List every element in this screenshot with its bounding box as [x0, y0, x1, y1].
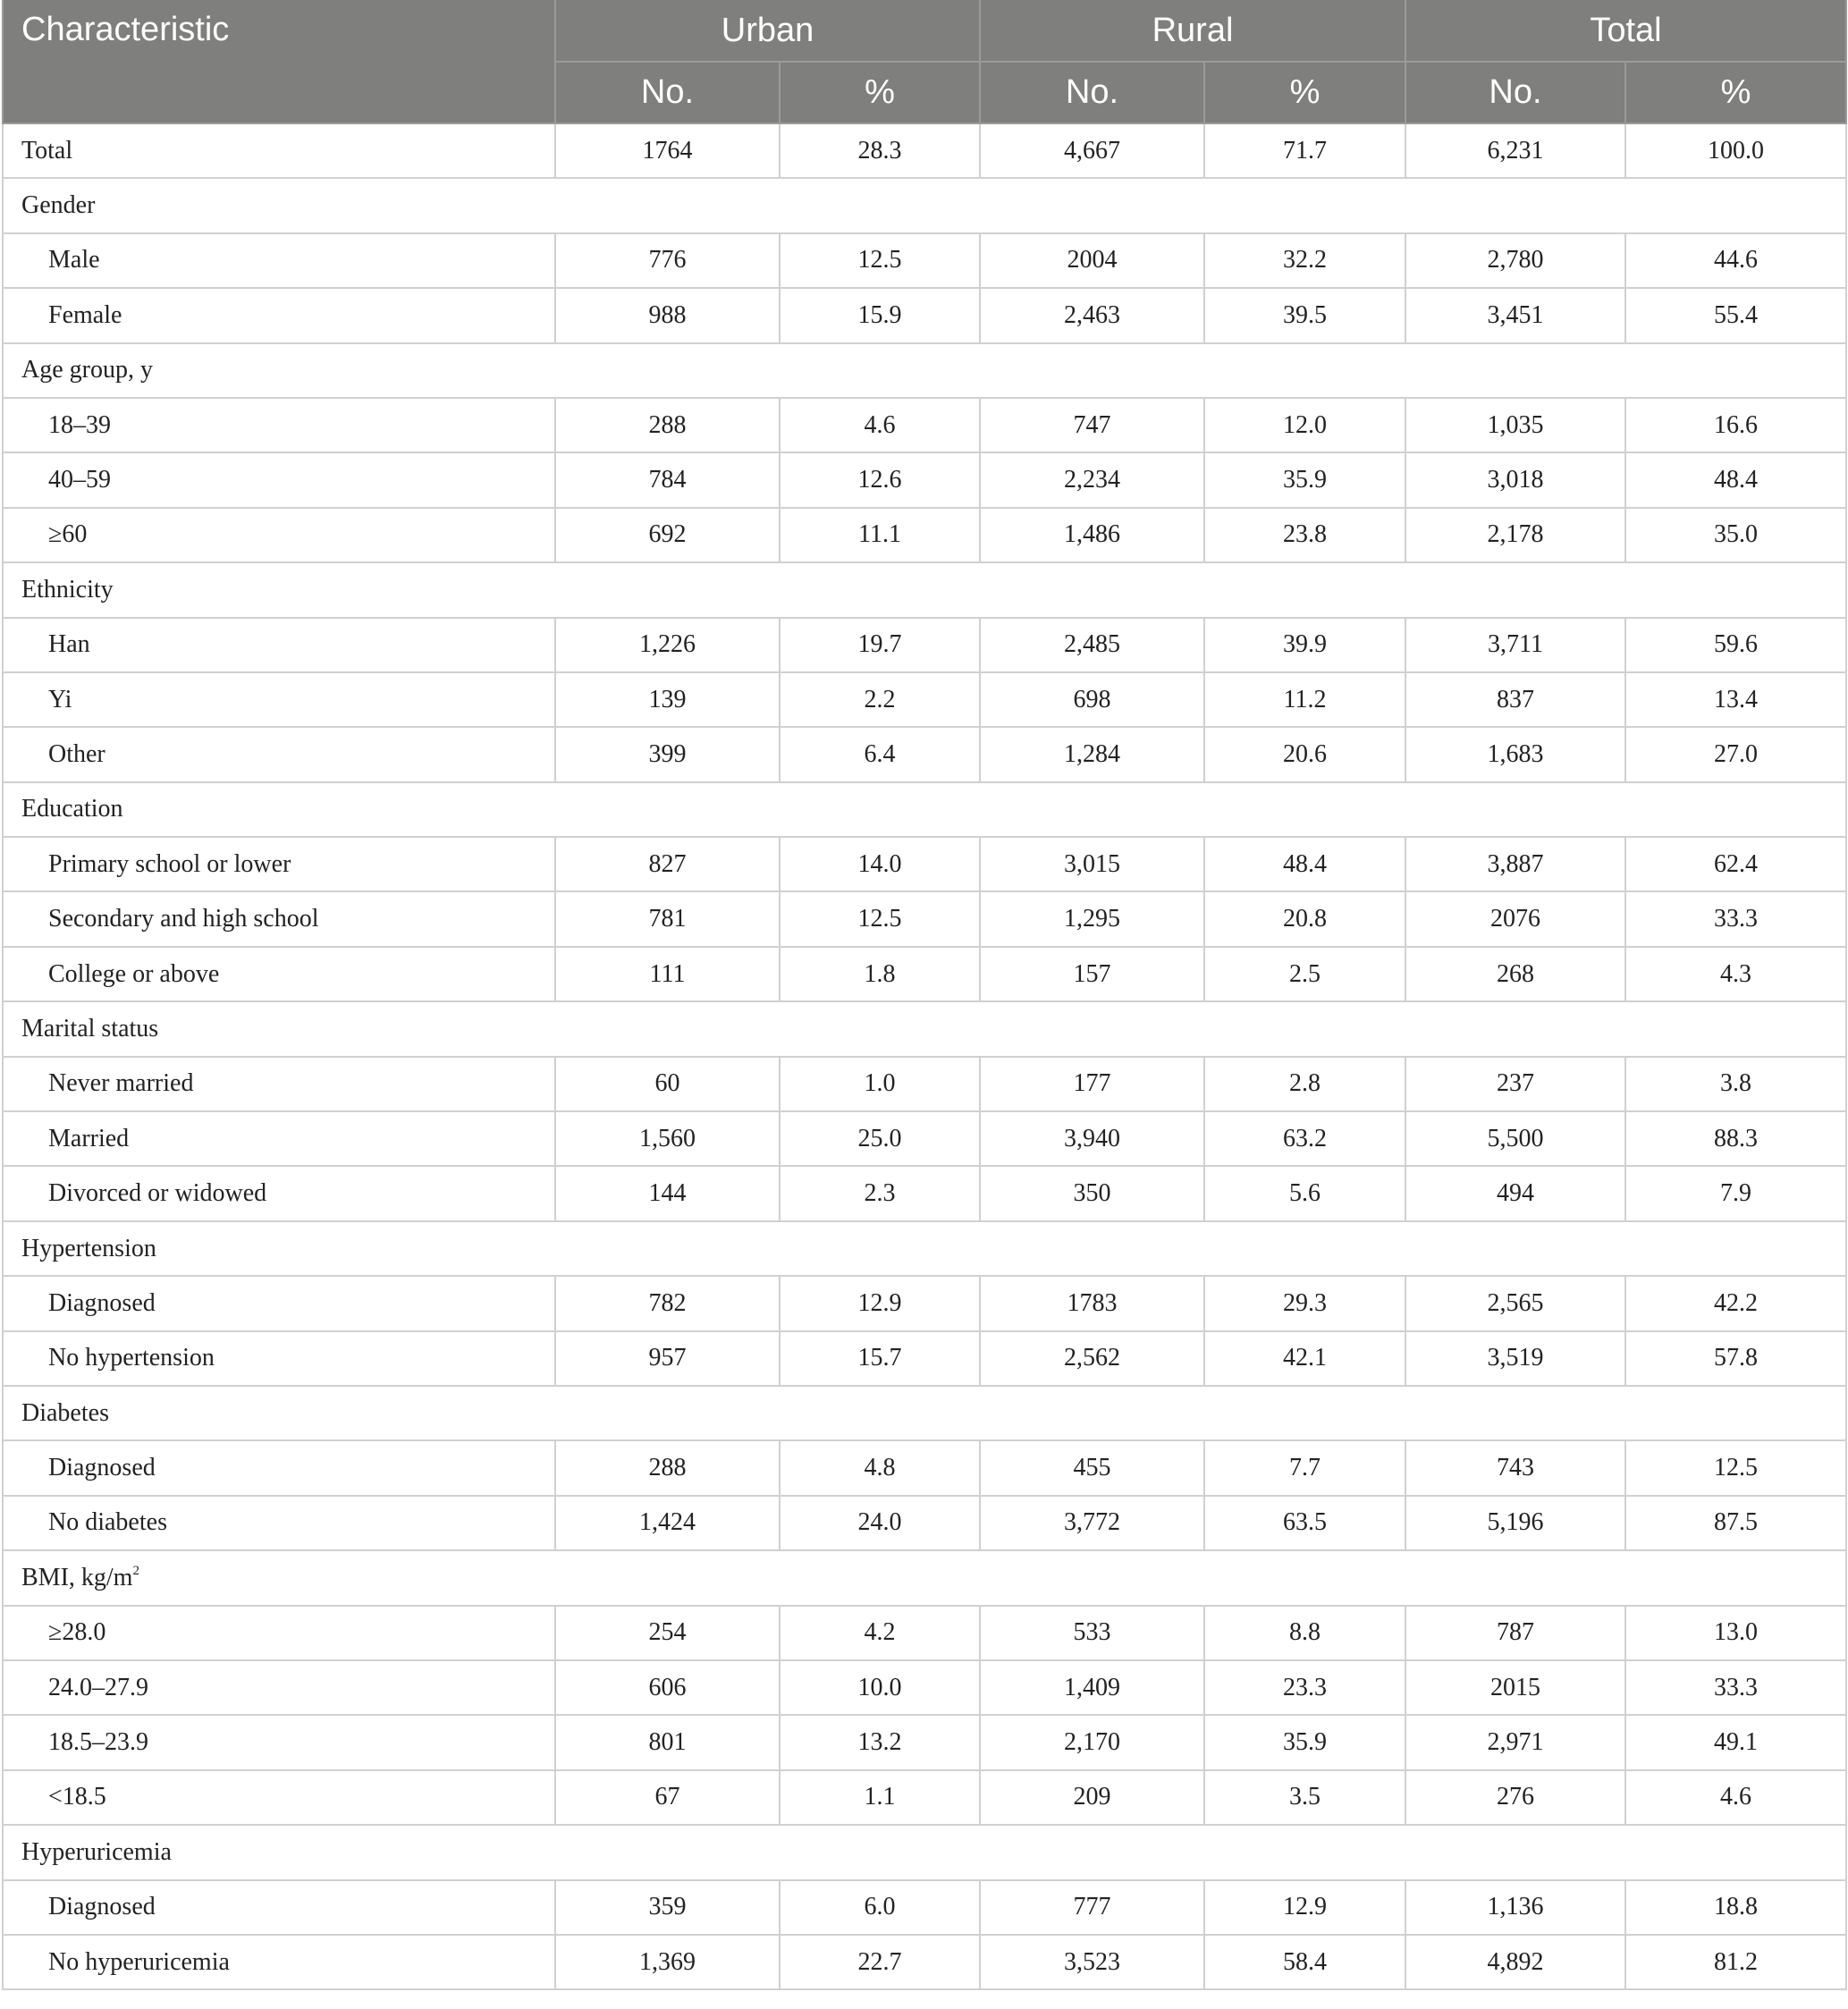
- cell-rural-no: 455: [980, 1440, 1204, 1495]
- cell-rural-pct: 5.6: [1204, 1166, 1405, 1220]
- cell-rural-pct: 11.2: [1204, 672, 1405, 727]
- table-row: [3, 672, 1846, 727]
- cell-urban-no: 606: [555, 1660, 780, 1715]
- cell-urban-no: 1764: [555, 123, 780, 178]
- table-row: [3, 1057, 1846, 1111]
- cell-urban-pct: 22.7: [780, 1935, 980, 1989]
- group-label: Gender: [21, 191, 96, 220]
- cell-rural-no: 209: [980, 1770, 1204, 1825]
- cell-rural-pct: 23.3: [1204, 1660, 1405, 1715]
- cell-urban-pct: 28.3: [780, 123, 980, 178]
- cell-urban-pct: 12.9: [780, 1276, 980, 1330]
- table-row: [3, 1660, 1846, 1715]
- cell-urban-pct: 15.7: [780, 1331, 980, 1386]
- row-label: Never married: [3, 1057, 555, 1111]
- cell-urban-no: 801: [555, 1715, 780, 1769]
- table-row: [3, 1715, 1846, 1769]
- cell-rural-pct: 12.0: [1204, 398, 1405, 452]
- cell-urban-pct: 15.9: [780, 288, 980, 342]
- cell-total-no: 3,018: [1405, 452, 1625, 507]
- cell-rural-no: 2,234: [980, 452, 1204, 507]
- cell-rural-no: 177: [980, 1057, 1204, 1111]
- cell-total-no: 6,231: [1405, 123, 1625, 178]
- cell-total-no: 5,196: [1405, 1496, 1625, 1550]
- cell-rural-pct: 7.7: [1204, 1440, 1405, 1495]
- group-label-cell: [3, 1550, 1846, 1605]
- table-row: [3, 123, 1846, 178]
- cell-rural-no: 777: [980, 1880, 1204, 1935]
- cell-urban-no: 827: [555, 837, 780, 891]
- cell-urban-no: 1,226: [555, 618, 780, 672]
- cell-urban-no: 781: [555, 891, 780, 946]
- cell-rural-pct: 39.5: [1204, 288, 1405, 342]
- cell-rural-no: 1,295: [980, 891, 1204, 946]
- cell-rural-pct: 2.8: [1204, 1057, 1405, 1111]
- cell-rural-no: 2,463: [980, 288, 1204, 342]
- row-label: 18–39: [3, 398, 555, 452]
- cell-urban-no: 1,369: [555, 1935, 780, 1989]
- cell-urban-pct: 25.0: [780, 1111, 980, 1166]
- row-label: Yi: [3, 672, 555, 727]
- cell-rural-pct: 35.9: [1204, 1715, 1405, 1769]
- table-row: [3, 452, 1846, 507]
- cell-urban-pct: 12.5: [780, 233, 980, 288]
- table-row: [3, 1111, 1846, 1166]
- cell-total-pct: 35.0: [1625, 508, 1846, 562]
- cell-rural-no: 4,667: [980, 123, 1204, 178]
- cell-total-no: 3,519: [1405, 1331, 1625, 1386]
- group-label: Hyperuricemia: [21, 1837, 172, 1866]
- cell-total-no: 268: [1405, 947, 1625, 1001]
- cell-rural-no: 157: [980, 947, 1204, 1001]
- table-group-row: [3, 1221, 1846, 1276]
- cell-urban-pct: 12.6: [780, 452, 980, 507]
- cell-urban-no: 139: [555, 672, 780, 727]
- table-row: [3, 1166, 1846, 1220]
- header-group-total: Total: [1405, 0, 1846, 62]
- table-row: [3, 1935, 1846, 1989]
- cell-total-pct: 81.2: [1625, 1935, 1846, 1989]
- cell-total-no: 1,035: [1405, 398, 1625, 452]
- table-row: [3, 1880, 1846, 1935]
- header-rural-no: No.: [980, 62, 1204, 123]
- cell-urban-pct: 4.6: [780, 398, 980, 452]
- cell-rural-pct: 63.5: [1204, 1496, 1405, 1550]
- cell-total-pct: 48.4: [1625, 452, 1846, 507]
- cell-rural-no: 1,284: [980, 727, 1204, 781]
- cell-urban-pct: 12.5: [780, 891, 980, 946]
- group-label: Age group, y: [21, 356, 153, 384]
- table-group-row: [3, 1001, 1846, 1056]
- row-label: ≥28.0: [3, 1606, 555, 1660]
- row-label: ≥60: [3, 508, 555, 562]
- cell-urban-pct: 1.1: [780, 1770, 980, 1825]
- row-label: Diagnosed: [3, 1880, 555, 1935]
- cell-total-pct: 4.3: [1625, 947, 1846, 1001]
- cell-total-pct: 62.4: [1625, 837, 1846, 891]
- row-label: Female: [3, 288, 555, 342]
- cell-total-pct: 18.8: [1625, 1880, 1846, 1935]
- row-label: 24.0–27.9: [3, 1660, 555, 1715]
- row-label: Han: [3, 618, 555, 672]
- cell-rural-no: 698: [980, 672, 1204, 727]
- cell-urban-pct: 2.2: [780, 672, 980, 727]
- cell-total-pct: 16.6: [1625, 398, 1846, 452]
- header-total-pct: %: [1625, 62, 1846, 123]
- table-row: [3, 1606, 1846, 1660]
- table-group-row: [3, 1386, 1846, 1440]
- table-row: [3, 1440, 1846, 1495]
- group-label-cell: [3, 1825, 1846, 1879]
- row-label: Total: [3, 123, 555, 178]
- table-row: [3, 1276, 1846, 1330]
- group-label-cell: [3, 178, 1846, 232]
- cell-rural-no: 2,485: [980, 618, 1204, 672]
- cell-total-pct: 100.0: [1625, 123, 1846, 178]
- header-urban-pct: %: [780, 62, 980, 123]
- cell-total-pct: 87.5: [1625, 1496, 1846, 1550]
- cell-urban-no: 988: [555, 288, 780, 342]
- table-row: [3, 891, 1846, 946]
- cell-total-no: 237: [1405, 1057, 1625, 1111]
- cell-total-pct: 7.9: [1625, 1166, 1846, 1220]
- cell-rural-pct: 58.4: [1204, 1935, 1405, 1989]
- header-group-rural: Rural: [980, 0, 1405, 62]
- cell-total-no: 2,780: [1405, 233, 1625, 288]
- row-label: Male: [3, 233, 555, 288]
- group-label: BMI, kg/m: [21, 1563, 133, 1591]
- cell-rural-pct: 8.8: [1204, 1606, 1405, 1660]
- cell-urban-no: 60: [555, 1057, 780, 1111]
- cell-urban-no: 784: [555, 452, 780, 507]
- cell-urban-no: 111: [555, 947, 780, 1001]
- group-label-superscript: 2: [132, 1563, 139, 1578]
- cell-total-no: 2,178: [1405, 508, 1625, 562]
- table-row: [3, 837, 1846, 891]
- cell-urban-no: 1,560: [555, 1111, 780, 1166]
- cell-total-no: 2,971: [1405, 1715, 1625, 1769]
- row-label: Diagnosed: [3, 1276, 555, 1330]
- row-label: 18.5–23.9: [3, 1715, 555, 1769]
- header-rural-pct: %: [1204, 62, 1405, 123]
- cell-urban-pct: 24.0: [780, 1496, 980, 1550]
- cell-total-no: 5,500: [1405, 1111, 1625, 1166]
- cell-rural-pct: 3.5: [1204, 1770, 1405, 1825]
- cell-rural-pct: 35.9: [1204, 452, 1405, 507]
- header-group-urban: Urban: [555, 0, 980, 62]
- table-group-row: [3, 178, 1846, 232]
- cell-total-pct: 57.8: [1625, 1331, 1846, 1386]
- cell-urban-no: 288: [555, 398, 780, 452]
- cell-total-no: 787: [1405, 1606, 1625, 1660]
- cell-total-no: 2076: [1405, 891, 1625, 946]
- cell-total-pct: 3.8: [1625, 1057, 1846, 1111]
- table-group-row: [3, 562, 1846, 617]
- cell-rural-pct: 48.4: [1204, 837, 1405, 891]
- cell-rural-no: 3,015: [980, 837, 1204, 891]
- cell-rural-no: 350: [980, 1166, 1204, 1220]
- cell-rural-pct: 63.2: [1204, 1111, 1405, 1166]
- cell-rural-no: 533: [980, 1606, 1204, 1660]
- cell-urban-pct: 14.0: [780, 837, 980, 891]
- table-group-row: [3, 343, 1846, 398]
- group-label-cell: [3, 343, 1846, 398]
- cell-rural-pct: 42.1: [1204, 1331, 1405, 1386]
- group-label: Diabetes: [21, 1398, 109, 1427]
- cell-total-pct: 13.0: [1625, 1606, 1846, 1660]
- cell-total-pct: 13.4: [1625, 672, 1846, 727]
- cell-rural-no: 1,486: [980, 508, 1204, 562]
- cell-urban-pct: 6.0: [780, 1880, 980, 1935]
- group-label: Education: [21, 795, 123, 823]
- table-row: [3, 947, 1846, 1001]
- cell-urban-no: 957: [555, 1331, 780, 1386]
- cell-rural-pct: 29.3: [1204, 1276, 1405, 1330]
- table-row: [3, 233, 1846, 288]
- group-label-cell: [3, 1386, 1846, 1440]
- header-characteristic: Characteristic: [3, 0, 555, 123]
- cell-urban-no: 359: [555, 1880, 780, 1935]
- cell-rural-no: 2,170: [980, 1715, 1204, 1769]
- group-label-cell: [3, 562, 1846, 617]
- group-label: Ethnicity: [21, 575, 114, 604]
- cell-rural-pct: 23.8: [1204, 508, 1405, 562]
- cell-urban-pct: 1.8: [780, 947, 980, 1001]
- cell-urban-pct: 10.0: [780, 1660, 980, 1715]
- row-label: Other: [3, 727, 555, 781]
- cell-urban-no: 144: [555, 1166, 780, 1220]
- cell-urban-no: 782: [555, 1276, 780, 1330]
- cell-total-pct: 59.6: [1625, 618, 1846, 672]
- cell-total-no: 3,451: [1405, 288, 1625, 342]
- cell-rural-no: 1783: [980, 1276, 1204, 1330]
- table-group-row: [3, 782, 1846, 837]
- cell-total-no: 743: [1405, 1440, 1625, 1495]
- table-group-row: [3, 1550, 1846, 1605]
- cell-total-pct: 49.1: [1625, 1715, 1846, 1769]
- cell-total-no: 494: [1405, 1166, 1625, 1220]
- cell-rural-no: 3,523: [980, 1935, 1204, 1989]
- cell-rural-pct: 71.7: [1204, 123, 1405, 178]
- cell-urban-no: 399: [555, 727, 780, 781]
- cell-rural-pct: 32.2: [1204, 233, 1405, 288]
- cell-rural-no: 3,772: [980, 1496, 1204, 1550]
- row-label: Diagnosed: [3, 1440, 555, 1495]
- cell-total-no: 1,683: [1405, 727, 1625, 781]
- cell-total-no: 2015: [1405, 1660, 1625, 1715]
- cell-total-no: 1,136: [1405, 1880, 1625, 1935]
- cell-urban-no: 1,424: [555, 1496, 780, 1550]
- row-label: Divorced or widowed: [3, 1166, 555, 1220]
- cell-urban-no: 692: [555, 508, 780, 562]
- row-label: No hypertension: [3, 1331, 555, 1386]
- cell-urban-pct: 1.0: [780, 1057, 980, 1111]
- cell-total-no: 2,565: [1405, 1276, 1625, 1330]
- table-row: [3, 1770, 1846, 1825]
- cell-total-pct: 42.2: [1625, 1276, 1846, 1330]
- table-row: [3, 1496, 1846, 1550]
- cell-rural-no: 747: [980, 398, 1204, 452]
- cell-total-pct: 4.6: [1625, 1770, 1846, 1825]
- header-total-no: No.: [1405, 62, 1625, 123]
- characteristics-table: [2, 0, 1847, 1990]
- cell-urban-pct: 19.7: [780, 618, 980, 672]
- cell-urban-no: 67: [555, 1770, 780, 1825]
- cell-total-no: 3,711: [1405, 618, 1625, 672]
- cell-rural-pct: 20.6: [1204, 727, 1405, 781]
- table-row: [3, 1331, 1846, 1386]
- cell-total-pct: 44.6: [1625, 233, 1846, 288]
- cell-urban-no: 776: [555, 233, 780, 288]
- row-label: College or above: [3, 947, 555, 1001]
- row-label: <18.5: [3, 1770, 555, 1825]
- row-label: Primary school or lower: [3, 837, 555, 891]
- cell-total-no: 276: [1405, 1770, 1625, 1825]
- group-label: Marital status: [21, 1014, 159, 1042]
- table-row: [3, 398, 1846, 452]
- cell-total-pct: 27.0: [1625, 727, 1846, 781]
- table-row: [3, 288, 1846, 342]
- cell-rural-no: 1,409: [980, 1660, 1204, 1715]
- cell-urban-pct: 4.8: [780, 1440, 980, 1495]
- table-row: [3, 727, 1846, 781]
- cell-rural-no: 2,562: [980, 1331, 1204, 1386]
- table-row: [3, 618, 1846, 672]
- cell-urban-pct: 11.1: [780, 508, 980, 562]
- cell-total-pct: 55.4: [1625, 288, 1846, 342]
- row-label: No diabetes: [3, 1496, 555, 1550]
- group-label-cell: [3, 1001, 1846, 1056]
- cell-rural-pct: 20.8: [1204, 891, 1405, 946]
- row-label: No hyperuricemia: [3, 1935, 555, 1989]
- table-group-row: [3, 1825, 1846, 1879]
- table-row: [3, 508, 1846, 562]
- cell-rural-pct: 39.9: [1204, 618, 1405, 672]
- cell-urban-no: 254: [555, 1606, 780, 1660]
- group-label: Hypertension: [21, 1234, 156, 1262]
- table-body: [3, 123, 1846, 1989]
- cell-total-no: 3,887: [1405, 837, 1625, 891]
- cell-total-pct: 33.3: [1625, 1660, 1846, 1715]
- header-row-groups: [3, 0, 1846, 62]
- cell-urban-pct: 4.2: [780, 1606, 980, 1660]
- cell-total-no: 4,892: [1405, 1935, 1625, 1989]
- cell-urban-pct: 6.4: [780, 727, 980, 781]
- row-label: Secondary and high school: [3, 891, 555, 946]
- cell-total-pct: 88.3: [1625, 1111, 1846, 1166]
- cell-rural-pct: 12.9: [1204, 1880, 1405, 1935]
- cell-urban-no: 288: [555, 1440, 780, 1495]
- header-urban-no: No.: [555, 62, 780, 123]
- cell-rural-no: 3,940: [980, 1111, 1204, 1166]
- cell-total-no: 837: [1405, 672, 1625, 727]
- cell-rural-no: 2004: [980, 233, 1204, 288]
- cell-total-pct: 12.5: [1625, 1440, 1846, 1495]
- cell-total-pct: 33.3: [1625, 891, 1846, 946]
- cell-urban-pct: 13.2: [780, 1715, 980, 1769]
- row-label: 40–59: [3, 452, 555, 507]
- cell-rural-pct: 2.5: [1204, 947, 1405, 1001]
- table-header: [3, 0, 1846, 123]
- cell-urban-pct: 2.3: [780, 1166, 980, 1220]
- group-label-cell: [3, 1221, 1846, 1276]
- group-label-cell: [3, 782, 1846, 837]
- row-label: Married: [3, 1111, 555, 1166]
